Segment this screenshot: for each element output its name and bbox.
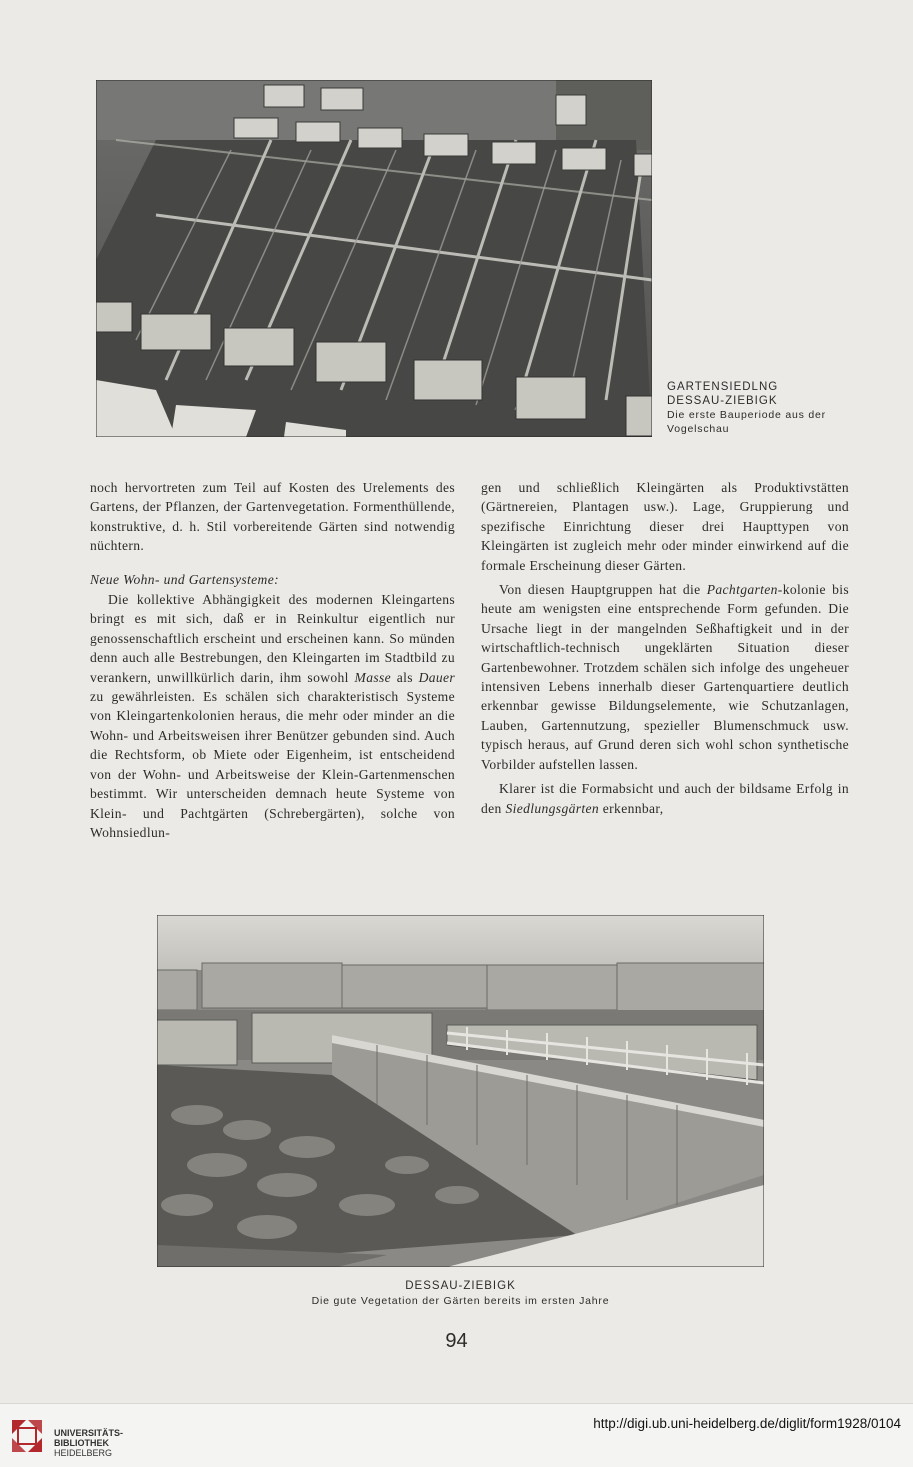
emphasis-masse: Masse — [354, 669, 391, 685]
aerial-photo-caption — [667, 380, 897, 436]
left-paragraph-2: Die kollektive Abhängigkeit des modernen Kleingartens bringt es mit sich, daß er in Reinkultur eigentlich nur genossenschaftlich erscheint und erscheinen kann. So münden denn auch alle Bestrebungen, den Kleingarten im Stadtbild zu verankern, unwillkürlich darin, ihm sowohl Masse als Dauer zu gewährleisten. Es schälen sich charakteristisch Systeme von Kleingartenkolonien heraus, die mehr oder minder an die Wohn- und Arbeitsweisen ihrer Benützer gebunden sind. Auch die Rechtsform, ob Miete oder Eigenheim, ist entscheidend von der Wohn- und Arbeitsweise der Klein-Gartenmenschen bestimmt. Wir unterscheiden demnach heute Systeme von Klein- und Pachtgärten (Schrebergärten), solche von Wohnsiedlun- — [90, 592, 456, 840]
library-logo-icon — [10, 1414, 44, 1458]
permalink-url[interactable]: http://digi.ub.uni-heidelberg.de/diglit/form1928/0104 — [593, 1416, 901, 1431]
emphasis-siedlungsgaerten: Siedlungsgärten — [505, 800, 600, 816]
right-text-column — [481, 478, 849, 818]
caption-location: DESSAU-ZIEBIGK — [667, 395, 778, 407]
right-paragraph-2: Von diesen Hauptgruppen hat die Pachtgarten-kolonie bis heute am wenigsten eine entsprechende Form gefunden. Die Ursache liegt in der mangelnden Seßhaftigkeit und in der wirtschaftlich-technisch ungeklärten Situation dieser Gartenbewohner. Trotzdem schälen sich infolge des ungeheuer intensiven Lebens innerhalb dieser Gartenquartiere deutlich erkennbar gewisse Bildungselemente, wie Schutzanlagen, Lauben, Gartennutzung, spezieller Blumenschmuck usw. typisch heraus, auf Grund deren sich wohl schon synthetische Vorbilder aufstellen lassen. — [481, 582, 850, 772]
library-name: UNIVERSITÄTS- BIBLIOTHEK HEIDELBERG — [54, 1428, 124, 1458]
section-heading: Neue Wohn- und Gartensysteme: — [90, 571, 279, 587]
right-paragraph-1: gen und schließlich Kleingärten als Produktivstätten (Gärtnereien, Plantagen usw.). Lage, Gruppierung und spezifische Einrichtung dieser drei Haupttypen von Kleingärten ist zugleich mehr oder minder einwirkend auf die formale Erscheinung dieser Gärten. — [481, 480, 849, 573]
caption-description-cont: Vogelschau — [667, 423, 730, 435]
right-paragraph-3: Klarer ist die Formabsicht und auch der bildsame Erfolg in den Siedlungsgärten erkennbar, — [481, 781, 849, 816]
caption-description: Die erste Bauperiode aus der — [667, 409, 826, 421]
garden-photo — [157, 915, 764, 1267]
caption-description: Die gute Vegetation der Gärten bereits im ersten Jahre — [311, 1295, 610, 1307]
emphasis-dauer: Dauer — [418, 669, 456, 685]
left-paragraph-1: noch hervortreten zum Teil auf Kosten des Urelements des Gartens, der Pflanzen, der Gartenvegetation. Formenthüllende, konstruktive, d. h. Stil vorbereitende Gärten sind notwendig nüchtern. — [90, 480, 455, 554]
library-logo[interactable] — [10, 1414, 140, 1458]
emphasis-pachtgarten: Pachtgarten- — [706, 582, 783, 598]
page-number: 94 — [445, 1330, 468, 1352]
library-footer — [0, 1403, 913, 1467]
aerial-photo — [96, 80, 652, 437]
caption-location: DESSAU-ZIEBIGK — [405, 1280, 516, 1292]
garden-photo-caption — [157, 1279, 764, 1309]
caption-title: GARTENSIEDLNG — [667, 381, 779, 393]
left-text-column — [90, 478, 455, 842]
